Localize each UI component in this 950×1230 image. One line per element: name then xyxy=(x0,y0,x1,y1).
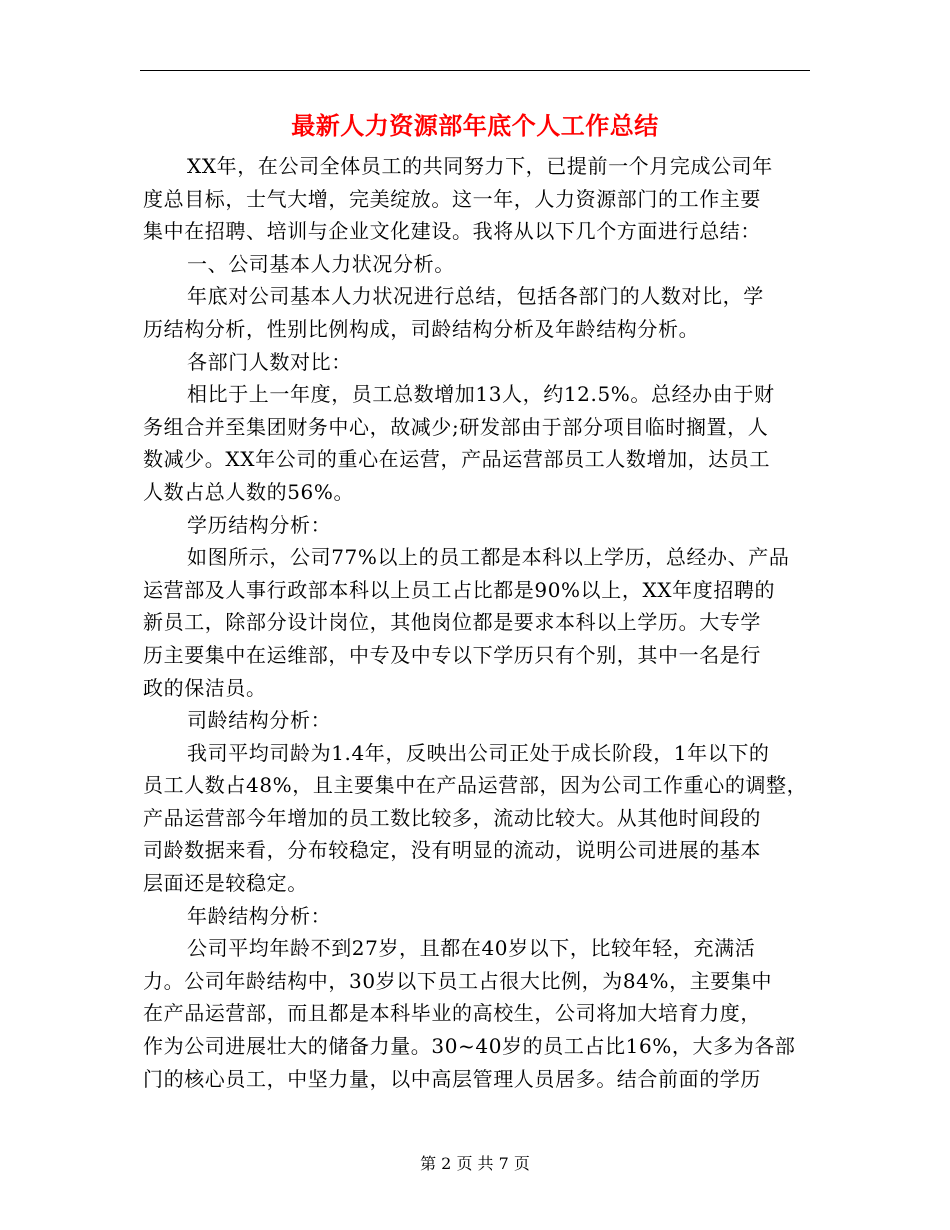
body-line: 力。公司年龄结构中，30岁以下员工占很大比例，为84%，主要集中 xyxy=(143,968,773,993)
subsection-heading: 学历结构分析： xyxy=(187,512,332,537)
body-line: 我司平均司龄为1.4年，反映出公司正处于成长阶段，1年以下的 xyxy=(187,740,770,765)
body-line: 政的保洁员。 xyxy=(143,675,267,700)
body-line: 运营部及人事行政部本科以上员工占比都是90%以上，XX年度招聘的 xyxy=(143,577,776,602)
subsection-heading: 司龄结构分析： xyxy=(187,708,332,733)
body-line: 度总目标，士气大增，完美绽放。这一年，人力资源部门的工作主要 xyxy=(143,186,761,211)
body-line: 司龄数据来看，分布较稳定，没有明显的流动，说明公司进展的基本 xyxy=(143,838,761,863)
body-line: 相比于上一年度，员工总数增加13人，约12.5%。总经办由于财 xyxy=(187,382,775,407)
document-title: 最新人力资源部年底个人工作总结 xyxy=(291,111,659,140)
body-line: 历结构分析，性别比例构成，司龄结构分析及年龄结构分析。 xyxy=(143,316,700,341)
body-line: 员工人数占48%，且主要集中在产品运营部，因为公司工作重心的调整， xyxy=(143,773,808,798)
body-line: 门的核心员工，中坚力量，以中高层管理人员居多。结合前面的学历 xyxy=(143,1066,761,1091)
body-line: 人数占总人数的56%。 xyxy=(143,479,355,504)
body-line: 层面还是较稳定。 xyxy=(143,871,308,896)
body-line: 务组合并至集团财务中心，故减少;研发部由于部分项目临时搁置，人 xyxy=(143,414,769,439)
subsection-heading: 年龄结构分析： xyxy=(187,903,332,928)
body-line: 产品运营部今年增加的员工数比较多，流动比较大。从其他时间段的 xyxy=(143,805,761,830)
subsection-heading: 各部门人数对比： xyxy=(187,349,352,374)
body-line: 如图所示，公司77%以上的员工都是本科以上学历，总经办、产品 xyxy=(187,545,790,570)
body-line: 作为公司进展壮大的储备力量。30~40岁的员工占比16%，大多为各部 xyxy=(143,1034,796,1059)
body-line: 公司平均年龄不到27岁，且都在40岁以下，比较年轻，充满活 xyxy=(187,936,756,961)
document-body xyxy=(143,150,823,1095)
body-line: 集中在招聘、培训与企业文化建设。我将从以下几个方面进行总结： xyxy=(143,219,761,244)
section-heading: 一、公司基本人力状况分析。 xyxy=(187,251,455,276)
body-line: XX年，在公司全体员工的共同努力下，已提前一个月完成公司年 xyxy=(187,154,773,178)
page-number: 第 2 页 共 7 页 xyxy=(420,1154,530,1173)
body-line: 历主要集中在运维部，中专及中专以下学历只有个别，其中一名是行 xyxy=(143,642,761,667)
body-line: 数减少。XX年公司的重心在运营，产品运营部员工人数增加，达员工 xyxy=(143,447,771,472)
body-line: 新员工，除部分设计岗位，其他岗位都是要求本科以上学历。大专学 xyxy=(143,610,761,635)
body-line: 年底对公司基本人力状况进行总结，包括各部门的人数对比，学 xyxy=(187,284,764,309)
header-rule xyxy=(140,70,810,71)
body-line: 在产品运营部，而且都是本科毕业的高校生，公司将加大培育力度， xyxy=(143,1001,761,1026)
